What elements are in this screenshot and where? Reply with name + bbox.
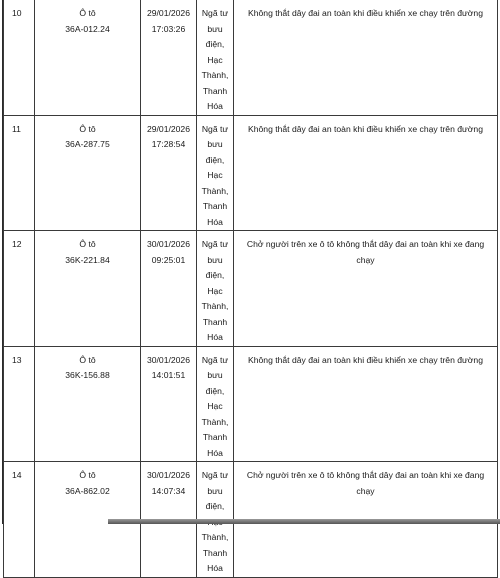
location-line: Ngã tư bbox=[201, 470, 229, 480]
row-index-cell bbox=[4, 115, 35, 231]
location-line: Ngã tư bbox=[201, 123, 229, 134]
violation-date: 29/01/2026 bbox=[146, 8, 190, 18]
location-line: Hóa bbox=[207, 216, 223, 227]
location-line: điện, bbox=[205, 385, 225, 396]
location-line: bưu bbox=[207, 485, 223, 496]
violation-cell bbox=[234, 346, 498, 462]
table-row bbox=[4, 115, 498, 231]
vehicle-type: Ô tô bbox=[79, 8, 96, 18]
violation-date: 29/01/2026 bbox=[146, 123, 190, 134]
vehicle-cell bbox=[35, 231, 141, 347]
license-plate: 36A-287.75 bbox=[65, 139, 110, 149]
location-line: Thanh bbox=[202, 316, 228, 327]
location-line: Ngã tư bbox=[201, 239, 229, 249]
location-line: bưu bbox=[207, 254, 223, 265]
row-index: 14 bbox=[12, 470, 22, 480]
vehicle-cell bbox=[35, 115, 141, 231]
location-line: Hóa bbox=[207, 101, 223, 111]
row-index-cell bbox=[4, 462, 35, 578]
table-row bbox=[4, 0, 498, 115]
vehicle-type: Ô tô bbox=[79, 239, 96, 249]
row-index-cell bbox=[4, 0, 35, 115]
location-line: điện, bbox=[205, 270, 225, 280]
location-line: Hạc bbox=[207, 285, 223, 296]
violation-text: Chở người trên xe ô tô không thắt dây đai an toàn khi xe đang chạy bbox=[246, 239, 485, 265]
violation-text: Không thắt dây đai an toàn khi điều khiển xe chạy trên đường bbox=[248, 123, 483, 134]
violation-table bbox=[3, 0, 498, 578]
location-line: Hạc bbox=[207, 54, 223, 65]
location-line: Hóa bbox=[207, 563, 223, 573]
location-line: Thanh bbox=[202, 432, 228, 442]
license-plate: 36K-156.88 bbox=[65, 370, 110, 380]
location-line: điện, bbox=[205, 154, 225, 165]
row-index-cell bbox=[4, 231, 35, 347]
table-row bbox=[4, 231, 498, 347]
location-line: Hóa bbox=[207, 447, 223, 458]
violation-time: 17:28:54 bbox=[151, 139, 186, 149]
row-index-cell bbox=[4, 346, 35, 462]
location-line: điện, bbox=[205, 501, 225, 511]
location-cell bbox=[197, 0, 234, 115]
location-cell bbox=[197, 346, 234, 462]
location-line: Thanh bbox=[202, 547, 228, 558]
location-line: Ngã tư bbox=[201, 354, 229, 365]
location-line: Thành, bbox=[201, 416, 229, 427]
violation-time: 14:01:51 bbox=[151, 370, 186, 380]
violation-date: 30/01/2026 bbox=[146, 239, 190, 249]
row-index: 10 bbox=[12, 8, 22, 18]
location-line: bưu bbox=[207, 370, 223, 380]
violation-time: 17:03:26 bbox=[151, 23, 186, 34]
row-index: 13 bbox=[12, 354, 22, 365]
location-line: Hạc bbox=[207, 170, 223, 180]
violation-cell bbox=[234, 0, 498, 115]
violation-cell bbox=[234, 231, 498, 347]
table-row bbox=[4, 346, 498, 462]
location-line: Hóa bbox=[207, 332, 223, 342]
violation-date: 30/01/2026 bbox=[146, 354, 190, 365]
location-line: điện, bbox=[205, 39, 225, 49]
vehicle-type: Ô tô bbox=[79, 470, 96, 480]
vehicle-cell bbox=[35, 0, 141, 115]
row-index: 11 bbox=[12, 123, 21, 134]
location-cell bbox=[197, 115, 234, 231]
violation-date: 30/01/2026 bbox=[146, 470, 190, 480]
datetime-cell bbox=[141, 346, 197, 462]
location-line: Thành, bbox=[201, 185, 229, 196]
location-line: Thành, bbox=[201, 532, 229, 542]
location-line: Thành, bbox=[201, 301, 229, 311]
location-line: Thanh bbox=[202, 201, 228, 211]
violation-cell bbox=[234, 115, 498, 231]
datetime-cell bbox=[141, 231, 197, 347]
location-line: Thanh bbox=[202, 85, 228, 96]
location-line: Ngã tư bbox=[201, 8, 229, 18]
vehicle-type: Ô tô bbox=[79, 354, 96, 365]
vehicle-cell bbox=[35, 346, 141, 462]
violation-time: 09:25:01 bbox=[151, 254, 186, 265]
violation-text: Không thắt dây đai an toàn khi điều khiển xe chạy trên đường bbox=[248, 354, 483, 365]
license-plate: 36A-862.02 bbox=[65, 485, 110, 496]
row-index: 12 bbox=[12, 239, 22, 249]
location-cell bbox=[197, 231, 234, 347]
datetime-cell bbox=[141, 0, 197, 115]
location-line: Hạc bbox=[207, 401, 223, 411]
location-line: bưu bbox=[207, 23, 223, 34]
location-line: bưu bbox=[207, 139, 223, 149]
vehicle-type: Ô tô bbox=[79, 123, 96, 134]
location-line: Thành, bbox=[201, 70, 229, 80]
license-plate: 36K-221.84 bbox=[65, 254, 110, 265]
license-plate: 36A-012.24 bbox=[65, 23, 110, 34]
violation-text: Chở người trên xe ô tô không thắt dây đai an toàn khi xe đang chạy bbox=[246, 470, 485, 496]
bottom-edge-strip bbox=[108, 519, 500, 524]
violation-time: 14:07:34 bbox=[151, 485, 186, 496]
datetime-cell bbox=[141, 115, 197, 231]
violation-text: Không thắt dây đai an toàn khi điều khiển xe chạy trên đường bbox=[248, 8, 483, 18]
